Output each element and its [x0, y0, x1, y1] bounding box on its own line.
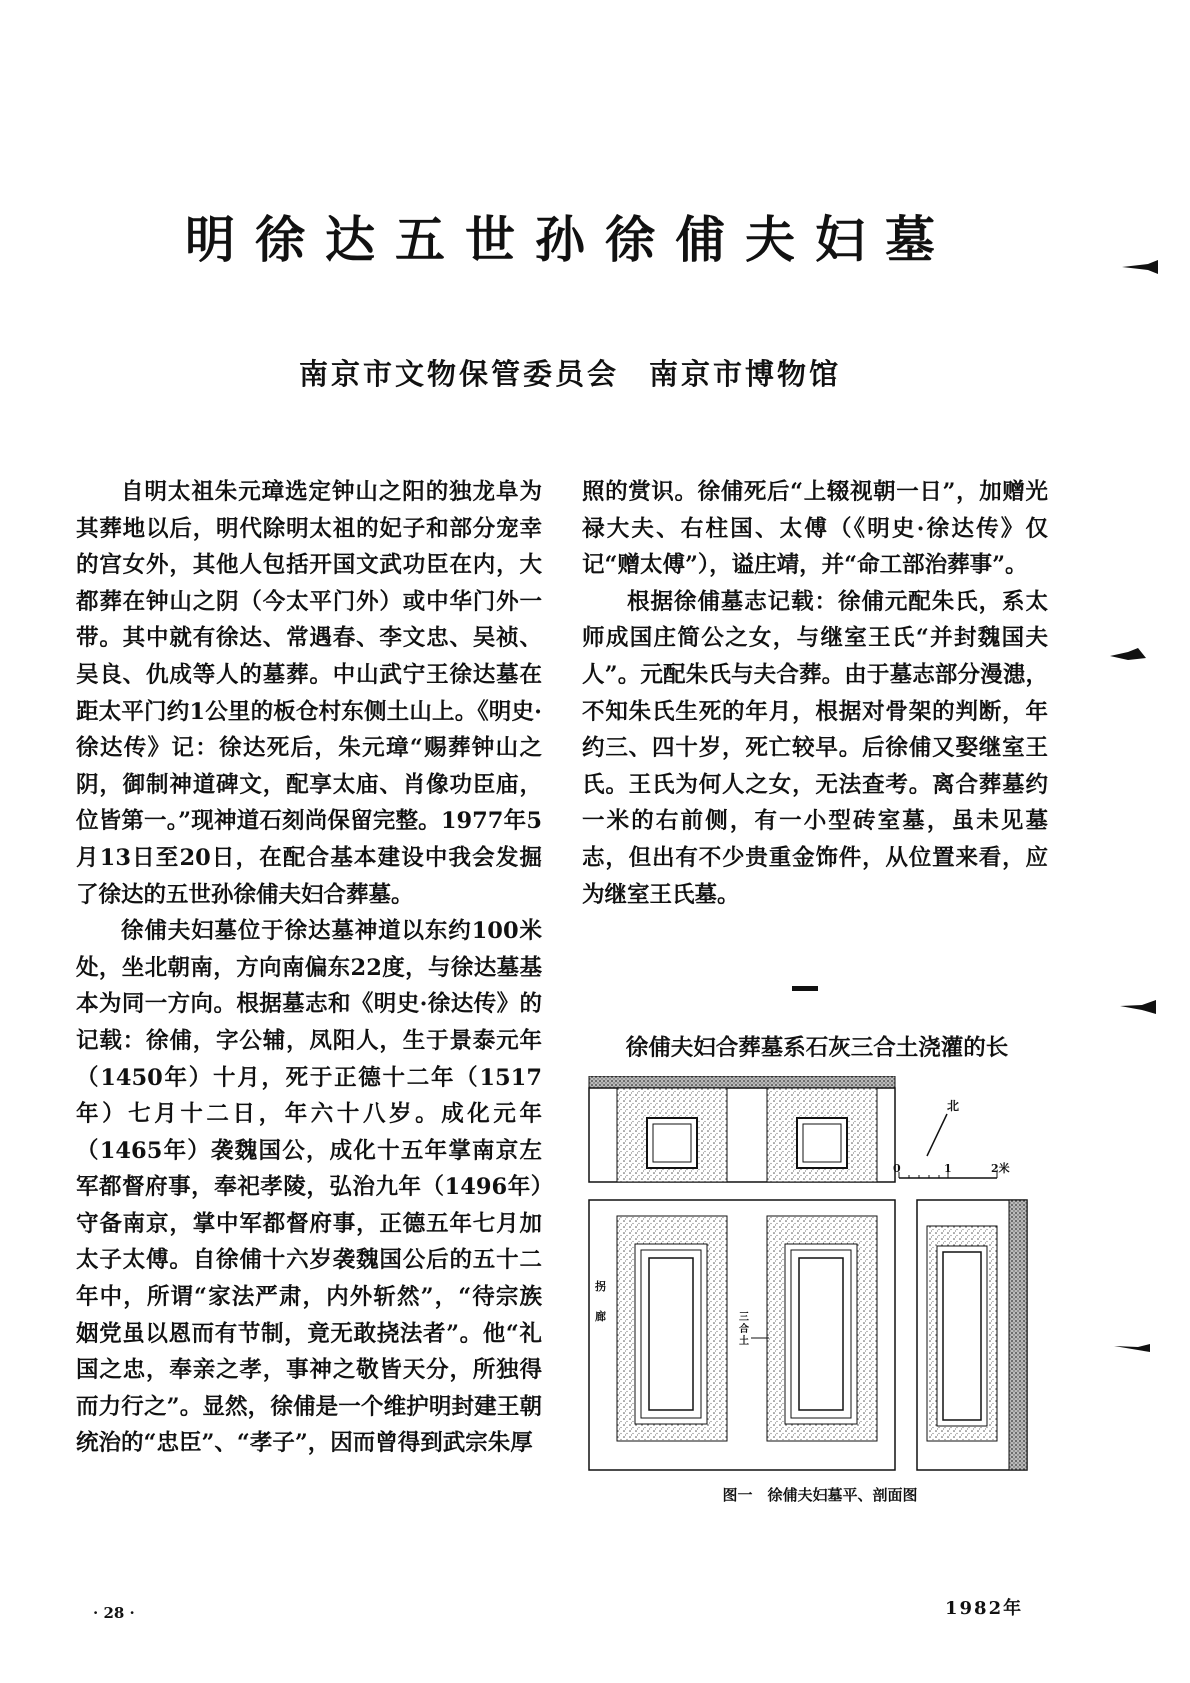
- author-2: 南京市博物馆: [649, 357, 842, 391]
- scale-bar: [893, 1161, 1010, 1178]
- sanhetu-label: 土: [739, 1336, 749, 1347]
- issue-year: 1982年: [945, 1598, 1024, 1619]
- scale-label: 0: [893, 1162, 901, 1175]
- scan-margin-mark: [1118, 1000, 1158, 1014]
- scan-margin-mark: [1112, 1340, 1152, 1354]
- section-view: [589, 1076, 895, 1182]
- author-1: 南京市文物保管委员会: [298, 357, 619, 391]
- scale-label: 2米: [991, 1162, 1010, 1175]
- north-arrow: [927, 1099, 959, 1156]
- sanhetu-label: 三: [739, 1312, 749, 1323]
- tomb-plan-figure: [587, 1076, 1057, 1476]
- article-title: 明徐达五世孙徐俌夫妇墓: [185, 211, 955, 269]
- page-number: · 28 ·: [93, 1604, 135, 1622]
- article-authors: [150, 352, 990, 393]
- scale-label: 1: [944, 1162, 952, 1175]
- body-column-left: [76, 474, 542, 1462]
- figure-caption: 图一 徐俌夫妇墓平、剖面图: [722, 1486, 918, 1504]
- side-section-view: [917, 1200, 1027, 1470]
- sanhetu-label: 合: [739, 1324, 749, 1335]
- section-number-mark: [792, 986, 818, 991]
- scan-margin-mark: [1120, 260, 1160, 274]
- paragraph: 根据徐俌墓志记载：徐俌元配朱氏，系太师成国庄简公之女，与继室王氏“并封魏国夫人”。元配朱氏与夫合葬。由于墓志部分漫漶，不知朱氏生死的年月，根据对骨架的判断，年约三、四十岁，死亡较早。后徐俌又娶继室王氏。王氏为何人之女，无法查考。离合葬墓约一米的右前侧，有一小型砖室墓，虽未见墓志，但出有不少贵重金饰件，从位置来看，应为继室王氏墓。: [582, 588, 1048, 908]
- north-label: 北: [947, 1099, 960, 1113]
- body-column-right: [582, 474, 1048, 913]
- paragraph: 自明太祖朱元璋选定钟山之阳的独龙阜为其葬地以后，明代除明太祖的妃子和部分宠幸的宫女外，其他人包括开国文武功臣在内，大都葬在钟山之阴（今太平门外）或中华门外一带。其中就有徐达、常遇春、李文忠、吴祯、吴良、仇成等人的墓葬。中山武宁王徐达墓在距太平门约1公里的板仓村东侧土山上。《明史·徐达传》记：徐达死后，朱元璋“赐葬钟山之阴，御制神道碑文，配享太庙、肖像功臣庙，位皆第一。”现神道石刻尚保留完整。1977年5月13日至20日，在配合基本建设中我会发掘了徐达的五世孙徐俌夫妇合葬墓。: [76, 479, 542, 908]
- section-first-line: 徐俌夫妇合葬墓系石灰三合土浇灌的长: [625, 1035, 1009, 1061]
- plan-view: [589, 1200, 895, 1470]
- paragraph: 徐俌夫妇墓位于徐达墓神道以东约100米处，坐北朝南，方向南偏东22度，与徐达墓基本为同一方向。根据墓志和《明史·徐达传》的记载：徐俌，字公辅，凤阳人，生于景泰元年（1450年）十月，死于正德十二年（1517年）七月十二日，年六十八岁。成化元年（1465年）袭魏国公，成化十五年掌南京左军都督府事，奉祀孝陵，弘治九年（1496年）守备南京，掌中军都督府事，正德五年七月加太子太傅。自徐俌十六岁袭魏国公后的五十二年中，所谓“家法严肃，内外斩然”，“待宗族姻党虽以恩而有节制，竟无敢挠法者”。他“礼国之忠，奉亲之孝，事神之敬皆天分，所独得而力行之”。显然，徐俌是一个维护明封建王朝统治的“忠臣”、“孝子”，因而曾得到武宗朱厚: [76, 918, 542, 1457]
- corridor-label: 拐: [595, 1280, 606, 1293]
- corridor-label: 廊: [595, 1310, 606, 1323]
- paragraph: 照的赏识。徐俌死后“上辍视朝一日”，加赠光禄大夫、右柱国、太傅（《明史·徐达传》仅记“赠太傅”），谥庄靖，并“命工部治葬事”。: [582, 479, 1048, 579]
- scan-margin-mark: [1108, 648, 1148, 662]
